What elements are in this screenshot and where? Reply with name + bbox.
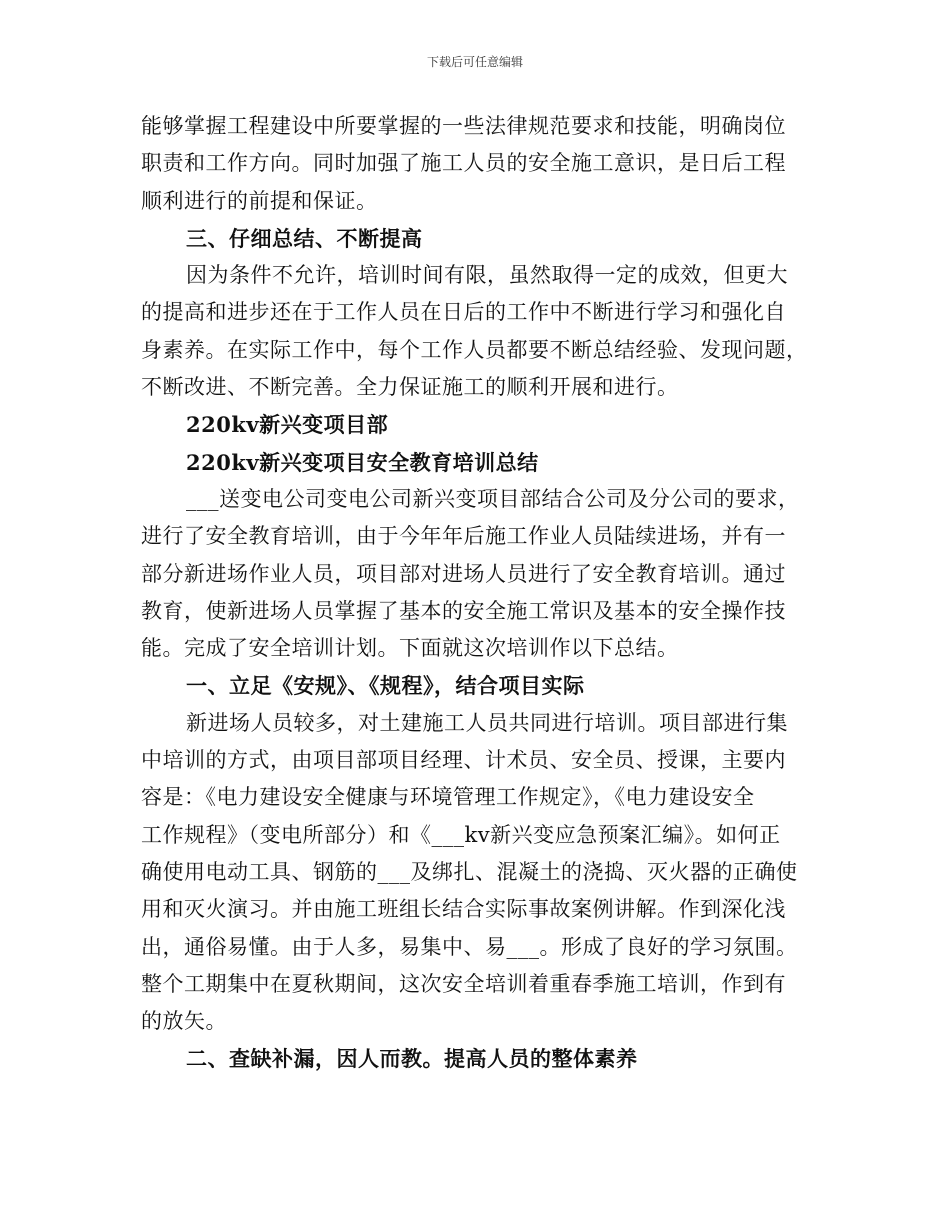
document-body: [141, 108, 813, 1078]
section-heading: 220kv新兴变项目部: [186, 412, 389, 438]
paragraph-line: ___送变电公司变电公司新兴变项目部结合公司及分公司的要求，: [186, 486, 800, 511]
paragraph-line: 工作规程》（变电所部分）和《___kv新兴变应急预案汇编》。如何正: [141, 822, 781, 847]
section-heading: 220kv新兴变项目安全教育培训总结: [186, 449, 539, 475]
paragraph-line: 因为条件不允许，培训时间有限，虽然取得一定的成效，但更大: [186, 263, 788, 288]
paragraph-line: 确使用电动工具、钢筋的___及绑扎、混凝土的浇捣、灭火器的正确使: [141, 859, 798, 884]
paragraph-line: 职责和工作方向。同时加强了施工人员的安全施工意识，是日后工程: [141, 151, 786, 176]
paragraph-line: 整个工期集中在夏秋期间，这次安全培训着重春季施工培训，作到有: [141, 971, 786, 996]
paragraph-line: 的提高和进步还在于工作人员在日后的工作中不断进行学习和强化自: [141, 300, 786, 325]
section-heading: 二、查缺补漏，因人而教。提高人员的整体素养: [186, 1046, 638, 1072]
paragraph-line: 出，通俗易懂。由于人多，易集中、易___。形成了良好的学习氛围。: [141, 934, 798, 959]
paragraph-line: 不断改进、不断完善。全力保证施工的顺利开展和进行。: [141, 375, 679, 400]
paragraph-line: 能够掌握工程建设中所要掌握的一些法律规范要求和技能，明确岗位: [141, 114, 786, 138]
paragraph-line: 的放矢。: [141, 1009, 227, 1034]
paragraph-line: 进行了安全教育培训，由于今年年后施工作业人员陆续进场，并有一: [141, 524, 786, 549]
paragraph-line: 新进场人员较多，对土建施工人员共同进行培训。项目部进行集: [186, 710, 788, 735]
page-header: 下载后可任意编辑: [426, 55, 523, 69]
paragraph-line: 身素养。在实际工作中，每个工作人员都要不断总结经验、发现问题，: [141, 337, 808, 362]
paragraph-line: 中培训的方式，由项目部项目经理、计术员、安全员、授课，主要内: [141, 748, 786, 773]
paragraph-line: 能。完成了安全培训计划。下面就这次培训作以下总结。: [141, 636, 679, 661]
section-heading: 一、立足《安规》、《规程》，结合项目实际: [186, 673, 585, 699]
section-heading: 三、仔细总结、不断提高: [186, 225, 423, 251]
paragraph-line: 教育，使新进场人员掌握了基本的安全施工常识及基本的安全操作技: [141, 598, 786, 623]
paragraph-line: 用和灭火演习。并由施工班组长结合实际事故案例讲解。作到深化浅: [141, 897, 786, 922]
paragraph-line: 顺利进行的前提和保证。: [141, 188, 378, 213]
paragraph-line: 容是：《电力建设安全健康与环境管理工作规定》，《电力建设安全: [141, 785, 755, 810]
paragraph-line: 部分新进场作业人员，项目部对进场人员进行了安全教育培训。通过: [141, 561, 786, 586]
